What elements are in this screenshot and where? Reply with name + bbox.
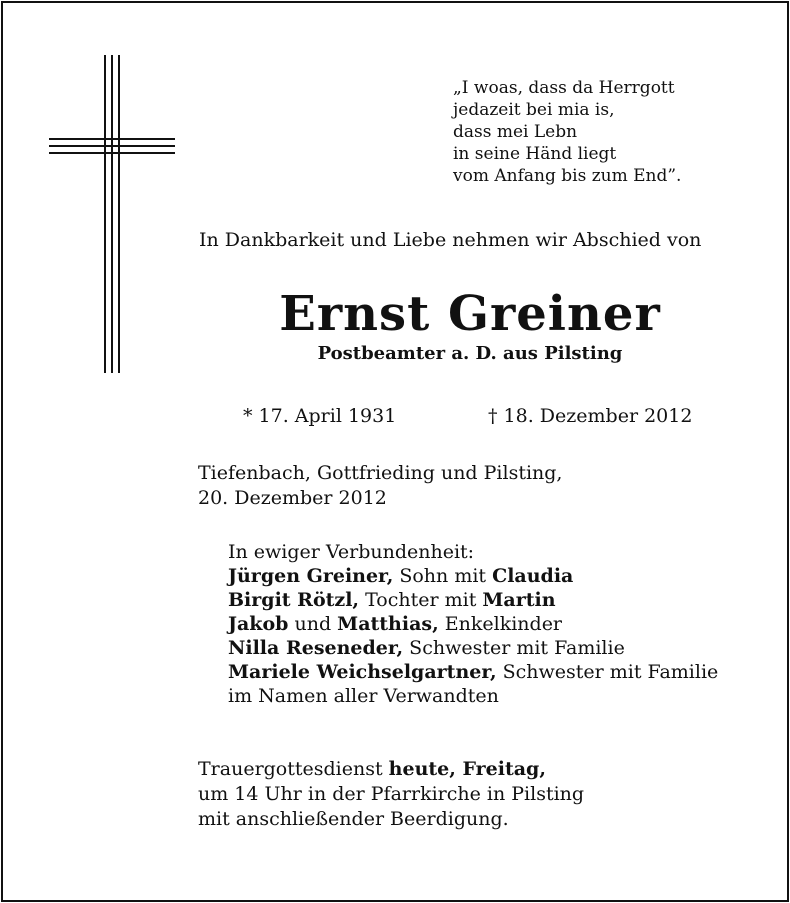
deceased-name: Ernst Greiner (279, 286, 661, 342)
mourners-heading: In ewiger Verbundenheit: (228, 541, 475, 563)
mourner-row (228, 636, 718, 660)
place-date-block (198, 461, 562, 511)
quote-line: dass mei Lebn (453, 122, 578, 142)
mourner-partner: Claudia (492, 565, 574, 587)
mourner-name: Birgit Rötzl, (228, 589, 360, 611)
mourner-relation: Schwester mit Familie (496, 661, 719, 683)
service-block (198, 757, 584, 832)
death-date: † 18. Dezember 2012 (488, 405, 693, 427)
birth-date: * 17. April 1931 (243, 405, 397, 427)
quote-line: vom Anfang bis zum End”. (453, 166, 682, 186)
place-line: Tiefenbach, Gottfrieding und Pilsting, (198, 462, 563, 484)
mourner-name: Matthias, (337, 613, 439, 635)
service-prefix: Trauergottesdienst (198, 758, 389, 780)
mourner-name: Mariele Weichselgartner, (228, 661, 497, 683)
mourner-name: Nilla Reseneder, (228, 637, 404, 659)
intro-text: In Dankbarkeit und Liebe nehmen wir Abschied von (199, 229, 702, 251)
mourner-relation: Enkelkinder (438, 613, 563, 635)
service-line: mit anschließender Beerdigung. (198, 808, 509, 830)
mourners-block (228, 540, 718, 708)
mourner-partner: Martin (482, 589, 556, 611)
mourner-row (228, 588, 718, 612)
date-line: 20. Dezember 2012 (198, 487, 387, 509)
mourner-row (228, 660, 718, 684)
mourners-closing: im Namen aller Verwandten (228, 685, 499, 707)
service-day: heute, Freitag, (388, 758, 546, 780)
quote-block (453, 77, 681, 187)
mourner-relation: Sohn mit (393, 565, 493, 587)
quote-line: jedazeit bei mia is, (453, 100, 615, 120)
mourner-row (228, 612, 718, 636)
mourner-relation: Schwester mit Familie (403, 637, 625, 659)
mourner-row (228, 564, 718, 588)
service-line (198, 757, 584, 782)
mourner-name: Jürgen Greiner, (228, 565, 394, 587)
mourner-name: Jakob (228, 613, 289, 635)
mourner-connector: und (288, 613, 338, 635)
quote-line: in seine Händ liegt (453, 144, 617, 164)
mourner-relation: Tochter mit (359, 589, 483, 611)
quote-line: „I woas, dass da Herrgott (453, 78, 675, 98)
deceased-profession: Postbeamter a. D. aus Pilsting (317, 343, 623, 364)
service-line: um 14 Uhr in der Pfarrkirche in Pilsting (198, 783, 585, 805)
